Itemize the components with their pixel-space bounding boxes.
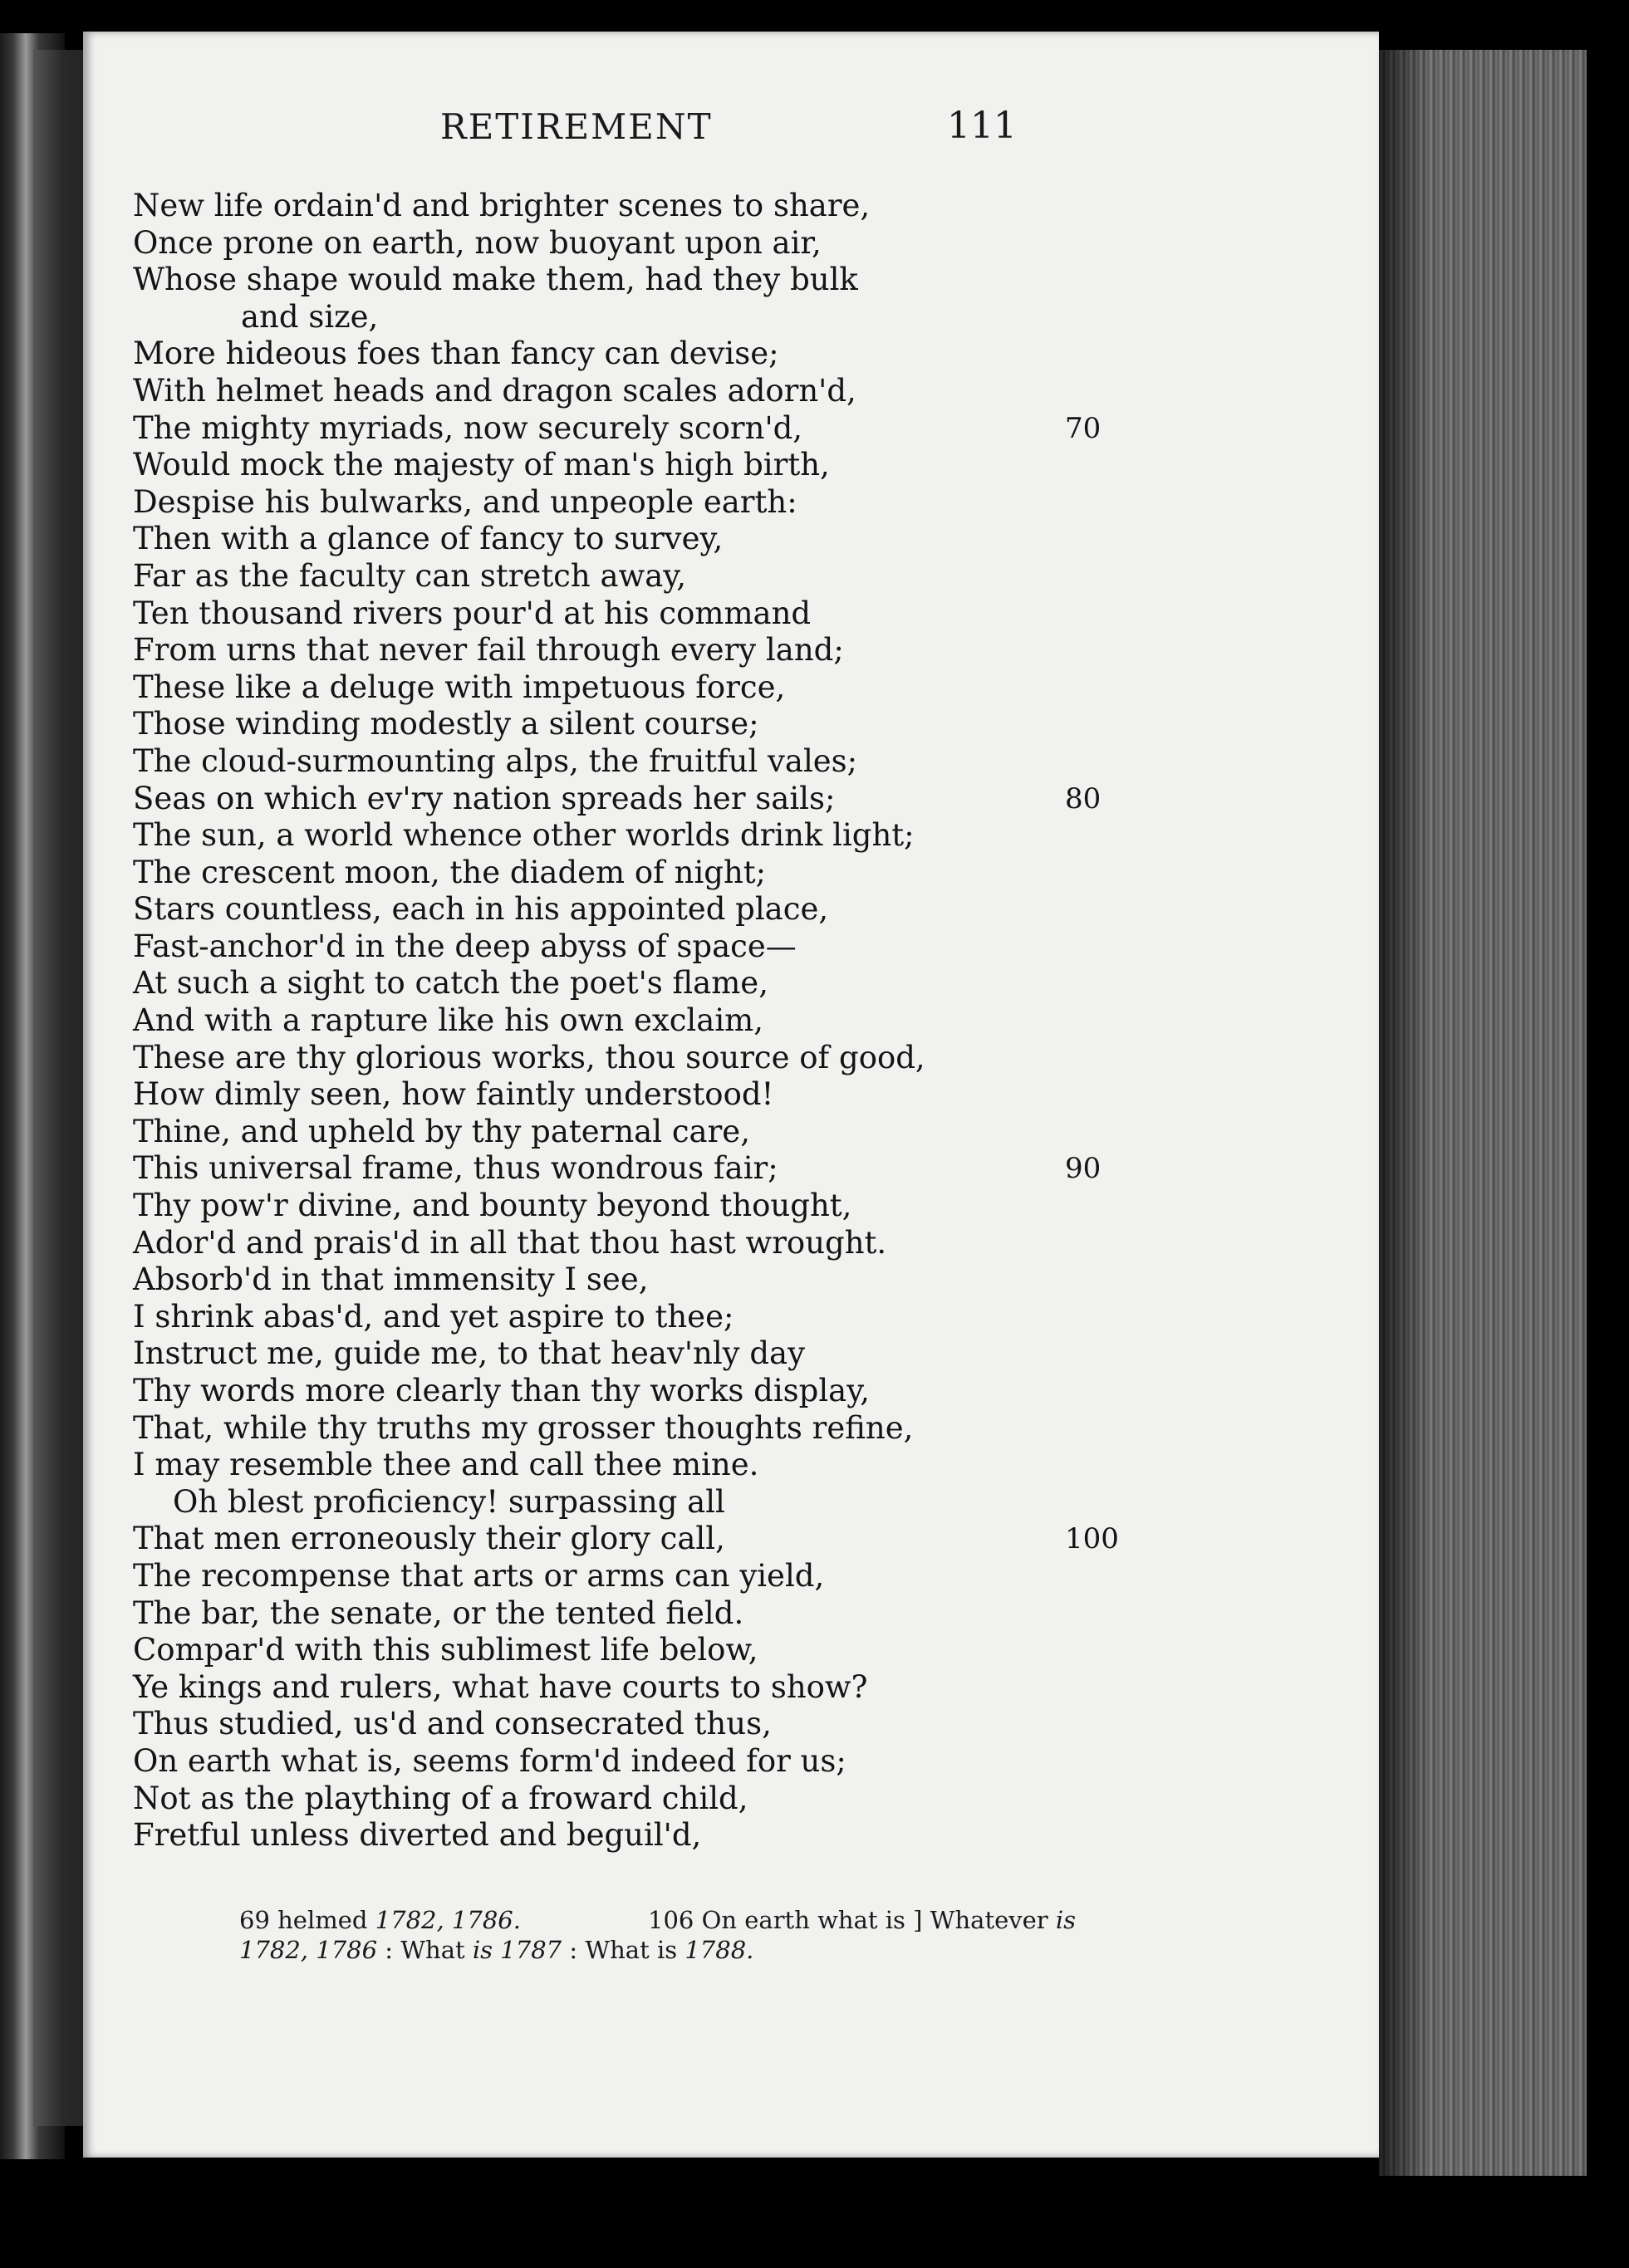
poem-line-text: Those winding modestly a silent course; <box>133 706 759 742</box>
poem-line <box>133 1261 1113 1299</box>
poem-line-text: These like a deluge with impetuous force, <box>133 669 786 705</box>
poem-line-text: More hideous foes than fancy can devise; <box>133 336 779 372</box>
poem-line <box>133 595 1113 633</box>
poem-line <box>133 743 1113 781</box>
poem-line <box>133 1447 1113 1484</box>
poem-line-text: I shrink abas'd, and yet aspire to thee; <box>133 1298 734 1335</box>
poem-line-text: From urns that never fail through every land; <box>133 632 844 669</box>
line-number: 100 <box>1065 1522 1119 1556</box>
poem-line <box>133 1817 1113 1854</box>
poem-line <box>133 299 1113 336</box>
poem-line <box>133 1484 1113 1521</box>
poem-line-text: The crescent moon, the diadem of night; <box>133 854 767 890</box>
poem-line-text: Compar'd with this sublimest life below, <box>133 1632 758 1668</box>
line-number: 90 <box>1065 1152 1102 1186</box>
poem-line <box>133 1040 1113 1077</box>
poem-line-text: That, while thy truths my grosser thoughts refine, <box>133 1409 914 1446</box>
poem-line-text: That men erroneously their glory call, <box>133 1521 725 1557</box>
poem-line <box>133 410 1113 448</box>
poem-line-text: I may resemble thee and call thee mine. <box>133 1447 759 1483</box>
poem-line <box>133 1595 1113 1633</box>
page-number: 111 <box>947 105 1017 147</box>
poem-line-text: Thy words more clearly than thy works display, <box>133 1373 870 1408</box>
poem-line <box>133 781 1113 818</box>
footnotes <box>239 1905 1136 1965</box>
poem-line-text: Once prone on earth, now buoyant upon air, <box>133 224 822 261</box>
poem-line <box>133 1706 1113 1743</box>
poem-line <box>133 1188 1113 1225</box>
footnote-106-cont: 1782, 1786 : What is 1787 : What is 1788. <box>239 1936 754 1964</box>
poem-line <box>133 1299 1113 1336</box>
poem-line-text: This universal frame, thus wondrous fair; <box>133 1150 778 1187</box>
fore-edge-shadow <box>1379 50 1429 2176</box>
poem-line <box>133 1002 1113 1040</box>
poem-line <box>133 1225 1113 1262</box>
poem-line-text: The cloud-surmounting alps, the fruitful vales; <box>133 742 858 779</box>
poem-line-text: Ten thousand rivers pour'd at his command <box>133 595 812 631</box>
poem-line <box>133 1410 1113 1448</box>
poem-line-text: Absorb'd in that immensity I see, <box>133 1261 649 1298</box>
footnote-row <box>239 1935 1136 1965</box>
page-header <box>0 98 1629 156</box>
running-title: RETIREMENT <box>440 106 713 147</box>
poem-line-text: The sun, a world whence other worlds drink light; <box>133 817 915 854</box>
poem-line-text: Despise his bulwarks, and unpeople earth: <box>133 483 797 520</box>
poem-line <box>133 1521 1119 1558</box>
poem-line-text: Then with a glance of fancy to survey, <box>133 521 724 557</box>
poem-line-text: Instruct me, guide me, to that heav'nly day <box>133 1335 805 1372</box>
poem-line-text: On earth what is, seems form'd indeed for us; <box>133 1742 846 1779</box>
poem-line-text: And with a rapture like his own exclaim, <box>133 1002 764 1039</box>
poem-line <box>133 484 1113 522</box>
footnote-row <box>239 1905 1136 1935</box>
poem-line <box>133 1558 1113 1595</box>
poem-line <box>133 1150 1113 1188</box>
poem-line <box>133 1076 1113 1114</box>
poem-line-text: Whose shape would make them, had they bulk <box>133 262 858 298</box>
poem-line-text: Thus studied, us'd and consecrated thus, <box>133 1706 772 1742</box>
poem-line <box>133 1632 1113 1669</box>
poem-line <box>133 262 1113 299</box>
poem-line <box>133 1373 1113 1410</box>
poem-line <box>133 632 1113 669</box>
poem-line-text: Fast-anchor'd in the deep abyss of space— <box>133 928 797 964</box>
poem-line-text: With helmet heads and dragon scales adorn'd, <box>133 372 856 409</box>
poem-line-text: Far as the faculty can stretch away, <box>133 557 687 594</box>
poem-line-text: Fretful unless diverted and beguil'd, <box>133 1817 702 1854</box>
poem-line-text: Not as the plaything of a froward child, <box>133 1780 748 1816</box>
poem-line-text: Ador'd and prais'd in all that thou hast wrought. <box>133 1224 887 1261</box>
poem-line <box>133 706 1113 743</box>
poem-line-text: Would mock the majesty of man's high birth, <box>133 447 830 483</box>
poem-line <box>133 373 1113 410</box>
poem-line <box>133 447 1113 484</box>
poem-line <box>133 1669 1113 1707</box>
poem-line-text: Thy pow'r divine, and bounty beyond thought, <box>133 1188 852 1224</box>
poem-line-text: Stars countless, each in his appointed place, <box>133 891 829 928</box>
poem-line <box>133 1114 1113 1151</box>
footnote-69: 69 helmed 1782, 1786. <box>239 1906 521 1934</box>
poem-line <box>133 1335 1113 1373</box>
poem-line-text: Thine, and upheld by thy paternal care, <box>133 1113 750 1149</box>
poem-line <box>133 669 1113 707</box>
poem-line <box>133 855 1113 892</box>
poem-line <box>133 928 1113 966</box>
poem-line-text: The recompense that arts or arms can yield, <box>133 1557 825 1594</box>
poem-line <box>133 1743 1113 1781</box>
poem-line-text: New life ordain'd and brighter scenes to share, <box>133 188 871 223</box>
poem-line <box>133 521 1113 558</box>
poem-line <box>133 1781 1113 1818</box>
poem-line-text: and size, <box>241 298 379 335</box>
poem-line-text: Seas on which ev'ry nation spreads her sails; <box>133 780 836 816</box>
poem-line <box>133 188 1113 225</box>
line-number: 80 <box>1065 781 1102 816</box>
poem-line-text: The mighty myriads, now securely scorn'd, <box>133 409 803 446</box>
line-number: 70 <box>1065 411 1102 445</box>
poem-line <box>133 965 1113 1002</box>
poem-line-text: Ye kings and rulers, what have courts to show? <box>133 1668 868 1705</box>
footnote-106-start: 106 On earth what is ] Whatever is <box>648 1906 1077 1934</box>
poem-line-text: How dimly seen, how faintly understood! <box>133 1076 774 1113</box>
poem-line-text: These are thy glorious works, thou source of good, <box>133 1039 925 1075</box>
poem-line <box>133 225 1113 262</box>
poem-line <box>133 817 1113 855</box>
poem-line-text: At such a sight to catch the poet's flame, <box>133 965 768 1002</box>
poem-line <box>133 558 1113 595</box>
poem-text <box>133 188 1119 1854</box>
poem-line-text: The bar, the senate, or the tented field. <box>133 1594 744 1631</box>
poem-line-text: Oh blest proficiency! surpassing all <box>173 1483 725 1520</box>
poem-line <box>133 891 1113 928</box>
poem-line <box>133 336 1113 373</box>
